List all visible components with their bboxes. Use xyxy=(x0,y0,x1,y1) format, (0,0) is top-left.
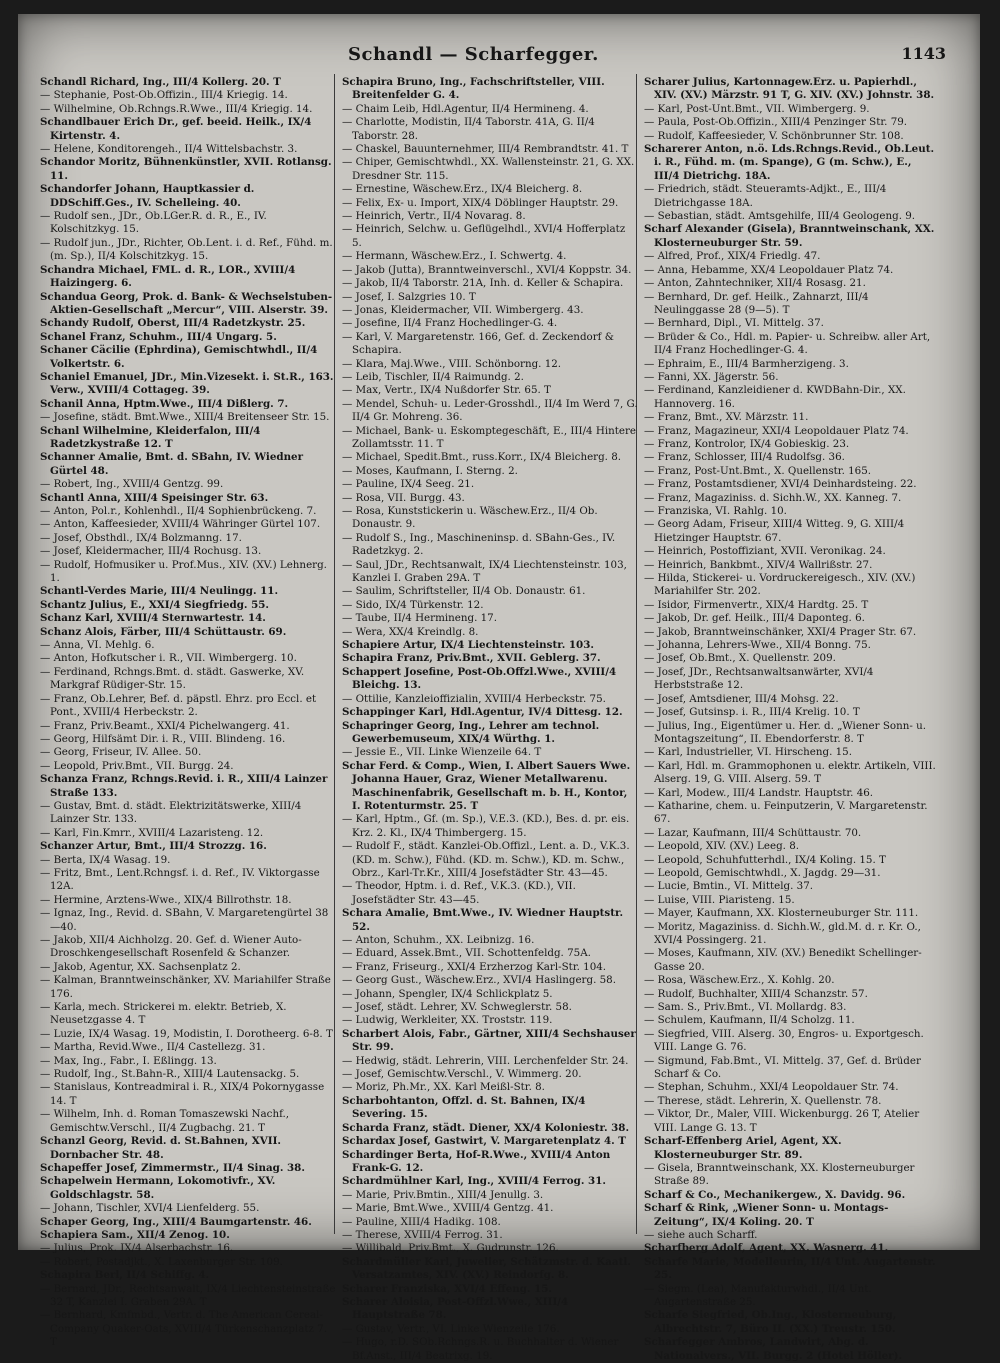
directory-entry: Schandy Rudolf, Oberst, III/4 Radetzkystr. 25. xyxy=(40,317,306,330)
directory-entry: — Saulim, Schriftsteller, II/4 Ob. Donaustr. 61. xyxy=(342,585,586,598)
directory-entry: — Rudolf S., Ing., Maschineninsp. d. SBahn-Ges., IV. Radetzkyg. 2. xyxy=(342,531,616,558)
directory-entry: — Julius, Ing., Eigentümer u. Her. d. „Wiener Sonn- u. Montagszeitung“, II. Ebendorferstr. 8. T xyxy=(644,719,927,745)
directory-entry: — Anton, Pol.r., Kohlenhdl., II/4 Sophienbrückeng. 7. xyxy=(40,505,317,517)
directory-entry: Scharf & Co., Mechanikergew., X. Davidg. 96. xyxy=(644,1188,906,1201)
directory-entry: — Wera, XX/4 Kreindlg. 8. xyxy=(342,625,479,638)
directory-entry: — Johann, Spengler, IX/4 Schlickplatz 5. xyxy=(342,987,553,1000)
page-header xyxy=(18,44,980,70)
directory-entry: Scharbohtanton, Offzl. d. St. Bahnen, IX/4 Severing. 15. xyxy=(342,1094,586,1121)
directory-entry: Schandor Moritz, Bühnenkünstler, XVII. Rotlansg. 11. xyxy=(40,156,332,182)
directory-entry: — Charlotte, Modistin, II/4 Taborstr. 41A, G. II/4 Taborstr. 28. xyxy=(342,116,595,142)
directory-entry: — Sam. S., Priv.Bmt., VI. Mollardg. 83. xyxy=(644,1001,847,1014)
directory-entry: Schantl Anna, XIII/4 Speisinger Str. 63. xyxy=(40,491,269,504)
directory-entry: — Kalman, Branntweinschänker, XV. Mariahilfer Straße 176. xyxy=(40,974,331,1000)
directory-entry: Schapira Franz, Priv.Bmt., XVII. Geblerg. 37. xyxy=(342,652,601,665)
directory-entry: — Karl, Modew., III/4 Landstr. Hauptstr. 46. xyxy=(644,786,874,799)
directory-entry: — Franz, Magazineur, XXI/4 Leopoldauer Platz 74. xyxy=(644,424,909,437)
directory-entry: Schanz Alois, Färber, III/4 Schüttaustr. 69. xyxy=(40,625,287,638)
directory-entry: — Karl, Fin.Kmrr., XVIII/4 Lazaristeng. 12. xyxy=(40,826,264,839)
directory-entry: — Georg, Friseur, IV. Allee. 50. xyxy=(40,746,202,759)
directory-entry: — Viktor, Dr., Maler, VIII. Wickenburgg. 26 T, Atelier VIII. Lange G. 13. T xyxy=(644,1108,920,1134)
directory-entry: — Bernhard, Dr. gef. Heilk., Zahnarzt, III/4 Neulinggasse 28 (9—5). T xyxy=(644,290,869,316)
directory-entry: — Gisela, Branntweinschank, XX. Klosterneuburger Straße 89. xyxy=(644,1161,915,1188)
directory-entry: Schaper Georg, Ing., XIII/4 Baumgartenstr. 46. xyxy=(40,1215,312,1228)
directory-entry: — Anton, Hofkutscher i. R., VII. Wimbergerg. 10. xyxy=(40,652,297,665)
directory-entry: — Anton, Zahntechniker, XII/4 Rosasg. 21. xyxy=(644,277,866,290)
directory-entry: Scharda Franz, städt. Diener, XX/4 Koloniestr. 38. xyxy=(342,1121,630,1134)
directory-entry: — Michael, Spedit.Bmt., russ.Korr., IX/4 Bleicherg. 8. xyxy=(342,451,622,464)
directory-entry: — Felix, Ex- u. Import, XIX/4 Döblinger Hauptstr. 29. xyxy=(342,196,619,209)
directory-entry: — Moses, Kaufmann, I. Sterng. 2. xyxy=(342,464,518,477)
directory-entry: — Karl, Hptm., Gf. (m. Sp.), V.E.3. (KD.), Bes. d. pr. eis. Krz. 2. Kl., IX/4 Thimbergerg. 15. xyxy=(342,813,630,839)
directory-entry: — Hilda, Stickerei- u. Vordruckereigesch., XIV. (XV.) Mariahilfer Str. 202. xyxy=(644,572,916,598)
directory-entry: — Josef, Amtsdiener, III/4 Mohsg. 22. xyxy=(644,692,839,705)
directory-entry: — Theodor, Hptm. i. d. Ref., V.K.3. (KD.), VII. Josefstädter Str. 43—45. xyxy=(342,880,576,906)
directory-entry: — Willibald, Priv.Bmt., X. Gudrunstr. 126. xyxy=(342,1242,559,1255)
directory-entry: — Martha, Revid.Wwe., II/4 Castellezg. 31. xyxy=(40,1041,266,1054)
directory-entry: — Stephan, Schuhm., XXI/4 Leopoldauer Str. 74. xyxy=(644,1081,899,1094)
directory-entry: — Wilhelmine, Ob.Rchngs.R.Wwe., III/4 Kriegig. 14. xyxy=(40,102,313,115)
directory-entry: Schardax Josef, Gastwirt, V. Margaretenplatz 4. T xyxy=(342,1135,626,1148)
directory-entry: Schapiere Artur, IX/4 Liechtensteinstr. 103. xyxy=(342,639,594,652)
directory-entry: — Ignaz, Ing., Revid. d. SBahn, V. Margaretengürtel 38—40. xyxy=(40,907,329,933)
directory-entry: — Alfred, Prof., XIX/4 Friedlg. 47. xyxy=(644,250,821,263)
directory-entry: — Ephraim, E., III/4 Barmherzigeng. 3. xyxy=(644,357,849,370)
directory-entry: Schappinger Karl, Hdl.Agentur, IV/4 Dittesg. 12. xyxy=(342,706,623,719)
directory-entry: — Josef, Ob.Bmt., X. Quellenstr. 209. xyxy=(644,652,836,665)
directory-entry: — Siegfried, VIII. Alserg. 30, Engros- u. Exportgesch. VIII. Lange G. 76. xyxy=(644,1027,924,1054)
directory-entry: — Sebastian, städt. Amtsgehilfe, III/4 Geologeng. 9. xyxy=(644,210,916,223)
directory-entry: — Franz, Bmt., XV. Märzstr. 11. xyxy=(644,411,809,424)
directory-entry: — Bernard, JDr., Rechtsanwalt, IX/4 Liechtensteinstraße 32 T, Kanzlei I. Graben 29A. T xyxy=(40,1282,336,1308)
directory-entry: — Sigmund, Fab.Bmt., VI. Mittelg. 37, Gef. d. Brüder Scharf & Co. xyxy=(644,1054,921,1081)
directory-entry: Schardmüller Karl, Juwelier, Schätzmstr. d. Kaatl. Versatzamtes, XIV. (XV.) Reindorfg. 8. xyxy=(342,1255,631,1282)
directory-entry: Schanl Wilhelmine, Kleiderfalon, III/4 Radetzkystraße 12. T xyxy=(40,424,261,450)
directory-entry: Schandorfer Johann, Hauptkassier d. DDSchiff.Ges., IV. Schelleing. 40. xyxy=(40,183,255,209)
directory-entry: — Luise, VIII. Piaristeng. 15. xyxy=(644,893,795,906)
column-3 xyxy=(644,76,940,1362)
directory-entry: — Johann, Tischler, XVI/4 Lienfelderg. 55. xyxy=(40,1202,260,1215)
directory-entry: — Josef, JDr., Rechtsanwaltsanwärter, XVI/4 Herbststraße 12. xyxy=(644,665,874,692)
directory-entry: — Wilhelm, Inh. d. Roman Tomaszewski Nachf., Gemischtw.Verschl., II/4 Zugbachg. 21. T xyxy=(40,1108,290,1134)
directory-entry: — Bernhard, Kmfmbd., Vertr. d. The American Cereal-Company Quaker-Oats, XVIII/4 Türkenschanzplatz 7. T xyxy=(40,1309,328,1349)
directory-entry: Schapringer Georg, Ing., Lehrer am technol. Gewerbemuseum, XIX/4 Würthg. 1. xyxy=(342,719,600,745)
directory-entry: — Rudolf F., städt. Kanzlei-Ob.Offizl., Lent. a. D., V.K.3. (KD. m. Schw.), Fühd. (KD. m. Schw.), KD. m. Schw., Obrz., Karl-Tr.Kr., XIII/4 Josefstädter Str. 43—45. xyxy=(342,840,630,879)
directory-entry: — Fanni, XX. Jägerstr. 56. xyxy=(644,370,779,383)
directory-entry: Schanz Karl, XVIII/4 Sternwartestr. 14. xyxy=(40,612,266,625)
directory-entry: — Jakob, II/4 Taborstr. 21A, Inh. d. Keller & Schapira. xyxy=(342,277,624,290)
directory-entry: — Hugo, r.D. SOb.Rchngs.R. u. Buchhalter d. Wiener Bf.Anst., III/4 Beatrixg. 19. xyxy=(342,1336,619,1362)
directory-entry: — Rudolf, Ing., St.Bahn-R., XIII/4 Lautensackg. 5. xyxy=(40,1068,300,1081)
directory-entry: — Luzie, IX/4 Wasag. 19, Modistin, I. Dorotheerg. 6-8. T xyxy=(40,1027,333,1040)
directory-entry: Scharfe Marie, Modelleurin, II/4 Unt. Augartenstr. 25. xyxy=(644,1255,936,1282)
directory-entry: Scharf-Effenberg Ariel, Agent, XX. Klosterneuburger Str. 89. xyxy=(644,1135,842,1161)
directory-entry: — Jessie E., VII. Linke Wienzeile 64. T xyxy=(342,746,542,759)
directory-entry: — Franz, Kontrolor, IX/4 Gobieskig. 23. xyxy=(644,437,850,450)
directory-entry: — Leopold, Gemischtwhdl., X. Jagdg. 29—31. xyxy=(644,866,881,879)
directory-entry: Schapiera Sam., XII/4 Zenog. 10. xyxy=(40,1228,230,1241)
directory-entry: — Chaim Leib, Hdl.Agentur, II/4 Hermineng. 4. xyxy=(342,102,589,115)
directory-entry: — Leib, Tischler, II/4 Raimundg. 2. xyxy=(342,370,524,383)
column-1 xyxy=(40,76,336,1349)
directory-entry: — Rudolf, Kaffeesieder, V. Schönbrunner Str. 108. xyxy=(644,129,904,142)
directory-entry: Schandua Georg, Prok. d. Bank- & Wechselstuben-Aktien-Gesellschaft „Mercur“, VIII. Alserstr. 39. xyxy=(40,290,333,316)
directory-entry: — Josef, städt. Lehrer, XV. Schweglerstr. 58. xyxy=(342,1001,572,1014)
directory-entry: — Friedrich, städt. Steueramts-Adjkt., E., III/4 Dietrichgasse 18A. xyxy=(644,183,887,209)
directory-entry: — Mayer, Kaufmann, XX. Klosterneuburger Str. 111. xyxy=(644,907,919,920)
directory-entry: — Heinrich, Selchw. u. Geflügelhdl., XVI/4 Hofferplatz 5. xyxy=(342,223,626,249)
directory-entry: — Gustav, Vertr., VI. Linke Wienzeile 176. xyxy=(342,1322,560,1335)
directory-entry: — Moses, Kaufmann, XIV. (XV.) Benedikt Schellinger-Gasse 20. xyxy=(644,947,922,973)
directory-entry: — Ferdinand, Rchngs.Bmt. d. städt. Gaswerke, XV. Markgraf Rüdiger-Str. 15. xyxy=(40,665,305,692)
directory-entry: — Ernestine, Wäschew.Erz., IX/4 Bleicherg. 8. xyxy=(342,183,583,196)
directory-entry: — Georg Adam, Friseur, XIII/4 Witteg. 9, G. XIII/4 Hietzinger Hauptstr. 67. xyxy=(644,518,905,544)
directory-entry: — Hedwig, städt. Lehrerin, VIII. Lerchenfelder Str. 24. xyxy=(342,1054,629,1067)
directory-entry: Schandlbauer Erich Dr., gef. beeid. Heilk., IX/4 Kirtenstr. 4. xyxy=(40,116,312,142)
directory-entry: — Max, Ing., Fabr., I. Eßlingg. 13. xyxy=(40,1054,217,1067)
directory-entry: — Ferdinand, Kanzleidiener d. KWDBahn-Dir., XX. Hannoverg. 16. xyxy=(644,384,906,410)
directory-entry: Schapira Bruno, Ing., Fachschriftsteller, VIII. Breitenfelder G. 4. xyxy=(342,76,605,102)
directory-entry: — Pauline, XIII/4 Hadikg. 108. xyxy=(342,1215,501,1228)
directory-entry: Schar Ferd. & Comp., Wien, I. Albert Sauers Wwe. Johanna Hauer, Graz, Wiener Metallwarenu. Maschinenfabrik, Gesellschaft m. b. H., Kontor, I. Rotenturmstr. 25. T xyxy=(342,759,631,812)
directory-entry: — Marie, Priv.Bmtin., XIII/4 Jenullg. 3. xyxy=(342,1188,544,1201)
directory-entry: — Max, Vertr., IX/4 Nußdorfer Str. 65. T xyxy=(342,384,551,397)
directory-entry: — Jakob, Dr. gef. Heilk., III/4 Daponteg. 6. xyxy=(644,612,865,625)
directory-entry: Scharer Julius, Kartonnagew.Erz. u. Papierhdl., XIV. (XV.) Märzstr. 91 T, G. XIV. (XV.) Johnstr. 38. xyxy=(644,76,935,102)
directory-entry: — Therese, XVIII/4 Ferrog. 31. xyxy=(342,1228,503,1241)
directory-entry: Schanza Franz, Rchngs.Revid. i. R., XIII/4 Lainzer Straße 133. xyxy=(40,773,328,799)
directory-entry: — Chaskel, Bauunternehmer, III/4 Rembrandtstr. 41. T xyxy=(342,143,629,156)
directory-entry: — Mendel, Schuh- u. Leder-Grosshdl., II/4 Im Werd 7, G. II/4 Gr. Mohreng. 36. xyxy=(342,397,638,424)
directory-entry: Schardmühlner Karl, Ing., XVIII/4 Ferrog. 31. xyxy=(342,1175,606,1188)
directory-entry: — Sido, IX/4 Türkenstr. 12. xyxy=(342,598,484,611)
page-number: 1143 xyxy=(901,44,946,63)
directory-entry: — Rosa, VII. Burgg. 43. xyxy=(342,491,465,504)
directory-entry: — Johanna, Lehrers-Wwe., XII/4 Bonng. 75. xyxy=(644,639,871,652)
directory-entry: — Franz, Priv.Beamt., XXI/4 Pichelwangerg. 41. xyxy=(40,719,290,732)
directory-entry: — Brüder & Co., Hdl. m. Papier- u. Schreibw. aller Art, II/4 Franz Hochedlinger-G. 4. xyxy=(644,330,931,357)
directory-entry: — Helene, Konditorengeh., II/4 Wittelsbachstr. 3. xyxy=(40,143,298,156)
directory-entry: Scharer Aloisia, Post-Offzl.Wwe., XIII/4 Hauptstraße 78. xyxy=(342,1295,569,1322)
directory-entry: — Taube, II/4 Hermineng. 17. xyxy=(342,612,497,625)
directory-entry: Scharer Franziska, XVI/4 Effeng. 15. xyxy=(342,1282,553,1295)
directory-entry: — Rudolf jun., JDr., Richter, Ob.Lent. i. d. Ref., Fühd. m. (m. Sp.), II/4 Kolschitzkyg. 15. xyxy=(40,236,333,263)
directory-entry: — Franz, Postamtsdiener, XVI/4 Deinhardsteing. 22. xyxy=(644,478,917,491)
directory-entry: — Klara, Maj.Wwe., VIII. Schönborng. 12. xyxy=(342,357,562,370)
directory-entry: Schaniel Emanuel, JDr., Min.Vizesekt. i. St.R., 163. Verw., XVIII/4 Cottageg. 39. xyxy=(40,370,334,397)
directory-entry: — Franziska, VI. Rahlg. 10. xyxy=(644,505,787,517)
directory-entry: — Fritz, Bmt., Lent.Rchngsf. i. d. Ref., IV. Viktorgasse 12A. xyxy=(40,866,320,893)
directory-entry: — Anna, Hebamme, XX/4 Leopoldauer Platz 74. xyxy=(644,263,894,276)
directory-entry: Schapira Berl, II/4 Schiffg. 4. xyxy=(40,1269,210,1282)
directory-entry: — Moriz, Ph.Mr., XX. Karl Meißl-Str. 8. xyxy=(342,1081,545,1094)
directory-entry: — Josef, Gemischtw.Verschl., V. Wimmerg. 20. xyxy=(342,1068,582,1081)
directory-entry: Scharerer Anton, n.ö. Lds.Rchngs.Revid., Ob.Leut. i. R., Fühd. m. (m. Spange), G (m. Schw.), E., III/4 Dietrichg. 18A. xyxy=(644,143,935,182)
directory-entry: Schanzer Artur, Bmt., III/4 Strozzg. 16. xyxy=(40,840,267,853)
directory-entry: Schaner Cäcilie (Ephrdina), Gemischtwhdl., II/4 Volkertstr. 6. xyxy=(40,344,318,370)
directory-entry: — Schulem, Kaufmann, II/4 Scholzg. 11. xyxy=(644,1014,855,1027)
directory-entry: — Stephanie, Post-Ob.Offizin., III/4 Kriegig. 14. xyxy=(40,89,288,102)
directory-entry: — Leopold, Schuhfutterhdl., IX/4 Koling. 15. T xyxy=(644,853,886,866)
directory-entry: — Rudolf, Buchhalter, XIII/4 Schanzstr. 57. xyxy=(644,987,868,1000)
directory-entry: Schardinger Berta, Hof-R.Wwe., XVIII/4 Anton Frank-G. 12. xyxy=(342,1148,611,1174)
directory-entry: — Lazar, Kaufmann, III/4 Schüttaustr. 70. xyxy=(644,826,862,839)
directory-entry: — Ottilie, Kanzleioffizialin, XVIII/4 Herbeckstr. 75. xyxy=(342,692,606,705)
directory-entry: — Heinrich, Vertr., II/4 Novarag. 8. xyxy=(342,210,526,223)
directory-entry: Schappert Josefine, Post-Ob.Offzl.Wwe., XVIII/4 Bleichg. 13. xyxy=(342,665,617,692)
directory-entry: — Eduard, Assek.Bmt., VII. Schottenfeldg. 75A. xyxy=(342,947,591,960)
directory-entry: — Michael, Bank- u. Eskomptegeschäft, E., III/4 Hintere Zollamtsstr. 11. T xyxy=(342,424,637,450)
directory-entry: — Josef, Gutsinsp. i. R., III/4 Krelig. 10. T xyxy=(644,706,860,719)
directory-entry: Schanil Anna, Hptm.Wwe., III/4 Dißlerg. 7. xyxy=(40,397,289,410)
directory-entry: — Georg, Hilfsämt Dir. i. R., VIII. Blindeng. 16. xyxy=(40,732,286,745)
directory-entry: — Heinrich, Bankbmt., XIV/4 Wallrißstr. 27. xyxy=(644,558,873,571)
directory-entry: — Rosa, Kunststickerin u. Wäschew.Erz., II/4 Ob. Donaustr. 9. xyxy=(342,505,598,531)
directory-entry: — Jakob, XII/4 Aichholzg. 20. Gef. d. Wiener Auto-Droschkengesellschaft Rosenfeld & Schanzer. xyxy=(40,934,302,960)
directory-entry: — Isidor, Firmenvertr., XIX/4 Hardtg. 25. T xyxy=(644,598,869,611)
directory-entry: — Franz, Ob.Lehrer, Bef. d. päpstl. Ehrz. pro Eccl. et Pont., XVIII/4 Herbeckstr. 2. xyxy=(40,692,317,719)
directory-entry: — Therese, städt. Lehrerin, X. Quellenstr. 78. xyxy=(644,1094,882,1107)
directory-entry: — Marie, Bmt.Wwe., XVIII/4 Gentzg. 41. xyxy=(342,1202,554,1215)
directory-entry: Schapeffer Josef, Zimmermstr., II/4 Sinag. 38. xyxy=(40,1161,305,1174)
directory-entry: — Franz, Post-Unt.Bmt., X. Quellenstr. 165. xyxy=(644,464,872,477)
directory-entry: — Rosa, Wäschew.Erz., X. Kohlg. 20. xyxy=(644,974,835,987)
directory-entry: — Jakob, Agentur, XX. Sachsenplatz 2. xyxy=(40,960,241,973)
directory-entry: — Stanislaus, Kontreadmiral i. R., XIX/4 Pokornygasse 14. T xyxy=(40,1081,325,1107)
directory-entry: Schanzl Georg, Revid. d. St.Bahnen, XVII. Dornbacher Str. 48. xyxy=(40,1135,281,1161)
directory-entry: — Karla, mech. Strickerei m. elektr. Betrieb, X. Neusetzgasse 4. T xyxy=(40,1001,287,1027)
column-2 xyxy=(342,76,638,1362)
directory-entry: — Josef, I. Salzgries 10. T xyxy=(342,290,476,303)
directory-entry: Schandra Michael, FML. d. R., LOR., XVIII/4 Haizingerg. 6. xyxy=(40,263,296,290)
directory-entry: Scharf Alexander (Gisela), Branntweinschank, XX. Klosterneuburger Str. 59. xyxy=(644,223,935,249)
page-title: Schandl — Scharfegger. xyxy=(348,44,599,65)
directory-entry: Scharfberg Adolf, Agent, XX. Wasnerg. 41. xyxy=(644,1242,889,1255)
directory-entry: — Karl, V. Margaretenstr. 166, Gef. d. Zeckendorf & Schapira. xyxy=(342,330,614,357)
directory-entry: — Josef, Kleidermacher, III/4 Rochusg. 13. xyxy=(40,545,262,558)
directory-entry: — Moritz, Magaziniss. d. Sichh.W., gld.M. d. r. Kr. O., XVI/4 Possingerg. 21. xyxy=(644,920,921,946)
directory-entry: — Pauline, IX/4 Seeg. 21. xyxy=(342,478,475,491)
directory-entry: — Siegm. (Lea), Manufakturwhdl., II/4 Unt. Augartenstraße 25. xyxy=(644,1282,872,1308)
directory-entry: Scharfegger Ambros, Landwirt, Abg. d. Nationalvers., VII. Burgg. 2 (Hotel Höller). xyxy=(644,1336,903,1362)
directory-entry: — Berta, IX/4 Wasag. 19. xyxy=(40,853,171,866)
directory-entry: — Heinrich, Postoffiziant, XVII. Veronikag. 24. xyxy=(644,545,886,558)
directory-entry: Schanel Franz, Schuhm., III/4 Ungarg. 5. xyxy=(40,330,277,343)
directory-entry: — Franz, Schlosser, III/4 Rudolfsg. 36. xyxy=(644,451,845,464)
directory-entry: Schandl Richard, Ing., III/4 Kollerg. 20. T xyxy=(40,76,281,88)
directory-entry: — Franz, Friseurg., XXI/4 Erzherzog Karl-Str. 104. xyxy=(342,960,607,973)
directory-entry: — Hermann, Wäschew.Erz., I. Schwertg. 4. xyxy=(342,250,567,263)
directory-entry: — Hermine, Arztens-Wwe., XIX/4 Billrothstr. 18. xyxy=(40,893,292,906)
directory-entry: Scharbert Alois, Fabr., Gärtner, XIII/4 Sechshauser Str. 99. xyxy=(342,1027,636,1054)
directory-entry: — Leopold, XIV. (XV.) Leeg. 8. xyxy=(644,840,800,853)
directory-entry: — Josefine, städt. Bmt.Wwe., XIII/4 Breitenseer Str. 15. xyxy=(40,411,330,424)
directory-entry: Scharfe Siegfried, Ob.Ing., Klosterneuburg, Albrechtstr. 7, Büro II. (XX.) Treustr. 150. xyxy=(644,1309,897,1335)
directory-entry: — Leopold, Priv.Bmt., VII. Burgg. 24. xyxy=(40,759,234,772)
directory-entry: — Chiper, Gemischtwhdl., XX. Wallensteinstr. 21, G. XX. Dresdner Str. 115. xyxy=(342,156,635,182)
directory-entry: — Karl, Post-Unt.Bmt., VII. Wimbergerg. 9. xyxy=(644,102,870,115)
directory-entry: — Josef, Obsthdl., IX/4 Bolzmanng. 17. xyxy=(40,531,242,544)
directory-entry: — Karl, Hdl. m. Grammophonen u. elektr. Artikeln, VIII. Alserg. 19, G. VIII. Alserg. 59. T xyxy=(644,759,936,786)
directory-entry: Schantz Julius, E., XXI/4 Siegfriedg. 55. xyxy=(40,598,269,611)
directory-entry: — Georg Gust., Wäschew.Erz., XVI/4 Haslingerg. 58. xyxy=(342,974,616,987)
directory-entry: Schanner Amalie, Bmt. d. SBahn, IV. Wiedner Gürtel 48. xyxy=(40,451,304,477)
directory-entry: — Franz, Magaziniss. d. Sichh.W., XX. Kanneg. 7. xyxy=(644,491,902,504)
directory-entry: — Paula, Post-Ob.Offizin., XIII/4 Penzinger Str. 79. xyxy=(644,116,908,129)
directory-entry: — Anna, VI. Mehlg. 6. xyxy=(40,639,155,652)
directory-entry: — Anton, Schuhm., XX. Leibnizg. 16. xyxy=(342,934,535,946)
directory-page xyxy=(18,14,980,1362)
directory-entry: — Jakob (Jutta), Branntweinverschl., XVI/4 Koppstr. 34. xyxy=(342,263,632,276)
directory-entry: — Jakob, Branntweinschänker, XXI/4 Prager Str. 67. xyxy=(644,625,917,638)
directory-entry: — Anton, Kaffeesieder, XVIII/4 Währinger Gürtel 107. xyxy=(40,518,321,531)
directory-entry: — Rudolf sen., JDr., Ob.LGer.R. d. R., E., IV. Kolschitzkyg. 15. xyxy=(40,210,267,236)
directory-entry: — Josefine, II/4 Franz Hochedlinger-G. 4. xyxy=(342,317,558,330)
directory-entry: Scharf & Rink, „Wiener Sonn- u. Montags-Zeitung“, IX/4 Koling. 20. T xyxy=(644,1202,889,1228)
directory-entry: Schantl-Verdes Marie, III/4 Neulingg. 11. xyxy=(40,585,279,598)
directory-entry: Schara Amalie, Bmt.Wwe., IV. Wiedner Hauptstr. 52. xyxy=(342,907,624,933)
directory-entry: — Robert, Ing., XVIII/4 Gentzg. 99. xyxy=(40,478,224,491)
directory-entry: Schapelwein Hermann, Lokomotivfr., XV. Goldschlagstr. 58. xyxy=(40,1175,276,1201)
directory-entry: — siehe auch Scharff. xyxy=(644,1228,758,1241)
directory-entry: — Bernhard, Dipl., VI. Mittelg. 37. xyxy=(644,317,824,330)
directory-entry: — Karl, Industrieller, VI. Hirscheng. 15. xyxy=(644,746,852,759)
directory-entry: — Katharine, chem. u. Feinputzerin, V. Margaretenstr. 67. xyxy=(644,799,928,826)
directory-entry: — Robert, Postadjkt., X. Laxenburger Str. 109. xyxy=(40,1255,283,1268)
directory-entry: — Gustav, Bmt. d. städt. Elektrizitätswerke, XIII/4 Lainzer Str. 133. xyxy=(40,799,302,826)
directory-entry: — Jonas, Kleidermacher, VII. Wimbergerg. 43. xyxy=(342,303,584,316)
directory-entry: — Lucie, Bmtin., VI. Mittelg. 37. xyxy=(644,880,814,893)
directory-entry: — Rudolf, Hofmusiker u. Prof.Mus., XIV. (XV.) Lehnerg. 1. xyxy=(40,558,327,585)
directory-entry: — Saul, JDr., Rechtsanwalt, IX/4 Liechtensteinstr. 103, Kanzlei I. Graben 29A. T xyxy=(342,558,627,585)
directory-entry: — Ludwig, Werkleiter, XX. Troststr. 119. xyxy=(342,1014,553,1027)
directory-entry: — Julius, Prok. IX/4 Alserbachstr. 16. xyxy=(40,1242,234,1255)
